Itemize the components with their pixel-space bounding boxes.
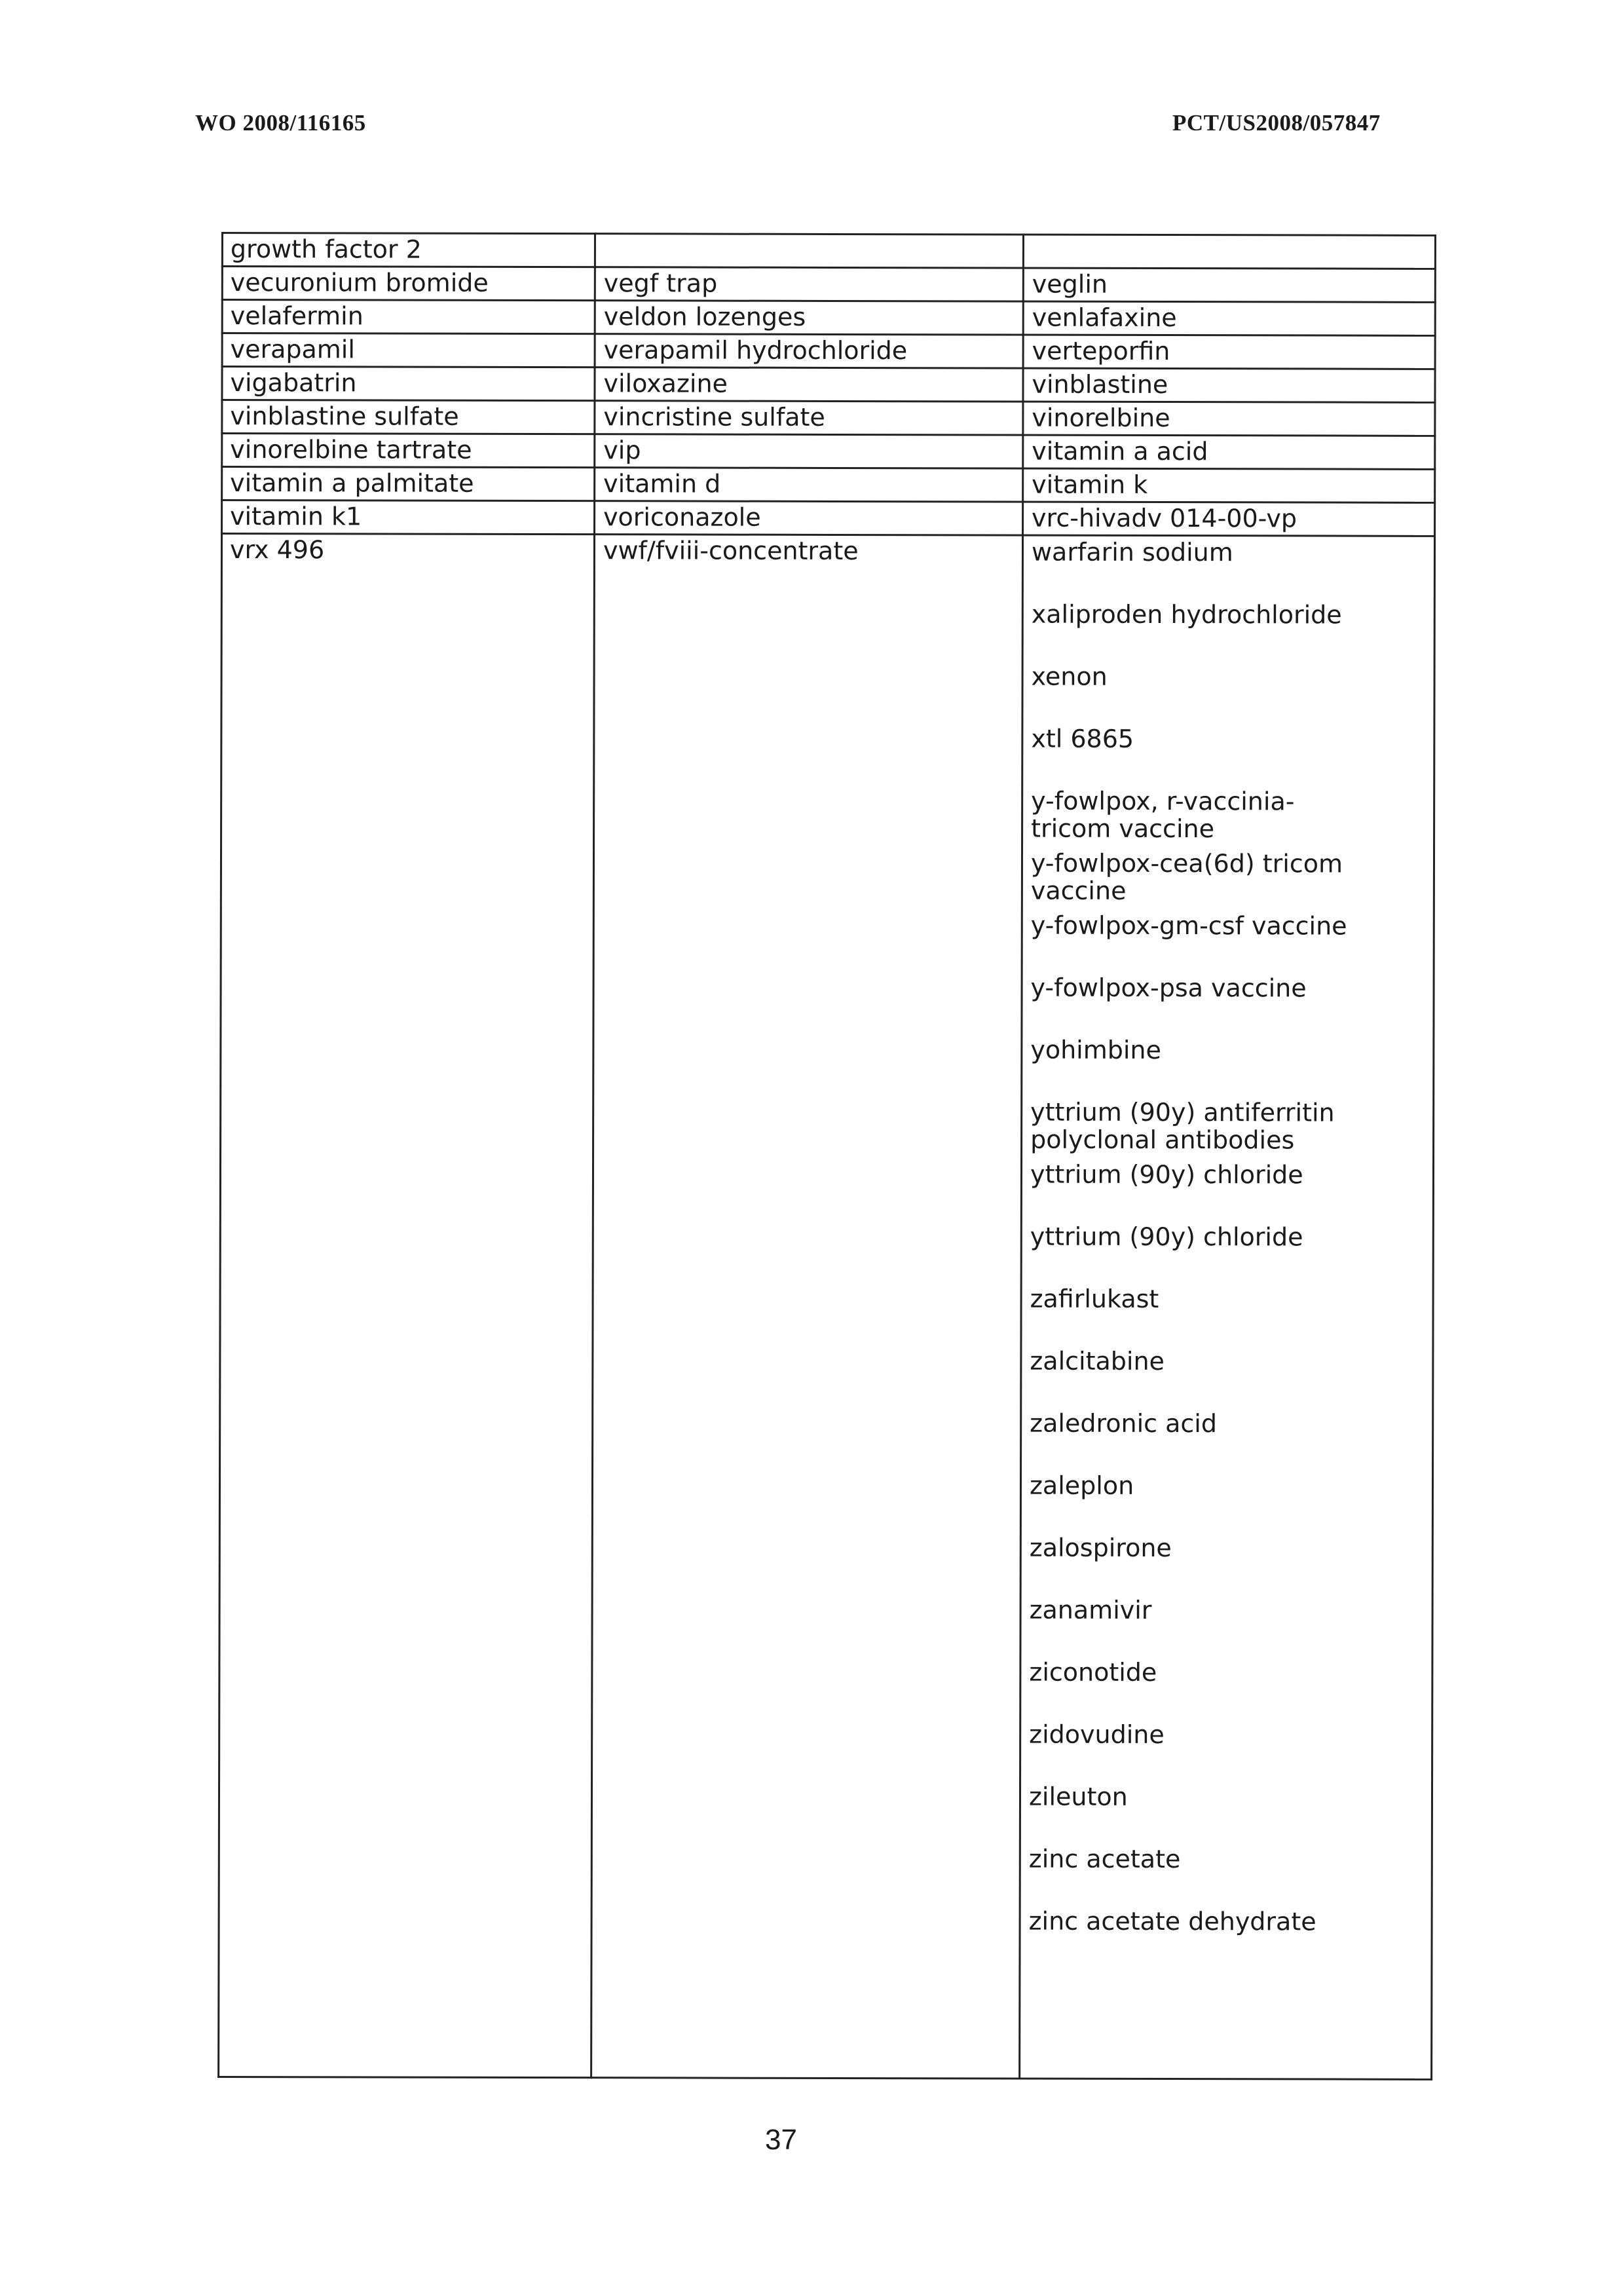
table-cell: vinorelbine tartrate: [230, 435, 472, 464]
list-item: warfarin sodium: [1031, 537, 1233, 567]
list-item: zileuton: [1028, 1782, 1128, 1811]
table-cell: vegf trap: [603, 269, 718, 298]
list-item: ziconotide: [1029, 1657, 1157, 1687]
table-cell: veglin: [1032, 269, 1108, 299]
list-item: xenon: [1031, 662, 1108, 691]
application-number: PCT/US2008/057847: [1172, 110, 1381, 136]
table-column-a: [217, 232, 595, 2079]
list-item: yohimbine: [1030, 1035, 1161, 1065]
table-cell: [1023, 237, 1436, 238]
list-item: y-fowlpox-cea(6d) tricom vaccine: [1030, 848, 1343, 905]
table-cell: vecuronium bromide: [230, 268, 489, 297]
table-cell: vinorelbine: [1032, 403, 1170, 433]
table-cell: vrx 496: [229, 535, 325, 565]
list-item: zalcitabine: [1030, 1346, 1165, 1376]
table-cell: velafermin: [230, 301, 364, 331]
table-cell: voriconazole: [603, 502, 761, 532]
table-cell: viloxazine: [603, 369, 728, 398]
list-item: zinc acetate dehydrate: [1028, 1906, 1316, 1936]
table-cell: vitamin k: [1032, 470, 1148, 499]
list-item: yttrium (90y) chloride: [1030, 1159, 1303, 1190]
table-cell: verapamil: [230, 335, 355, 364]
list-item: yttrium (90y) antiferritin polyclonal antibodies: [1030, 1097, 1335, 1155]
table-cell: vincristine sulfate: [603, 402, 825, 432]
table-cell: growth factor 2: [230, 235, 422, 264]
table-cell: verteporfin: [1032, 336, 1170, 366]
table-cell: vip: [603, 436, 641, 465]
table-column-c: [1019, 234, 1436, 2080]
list-item: zanamivir: [1029, 1595, 1152, 1625]
list-item: y-fowlpox, r-vaccinia- tricom vaccine: [1031, 786, 1295, 844]
publication-number: WO 2008/116165: [195, 110, 366, 136]
list-item: xaliproden hydrochloride: [1031, 599, 1342, 630]
list-item: zafirlukast: [1030, 1284, 1159, 1314]
table-cell: veldon lozenges: [603, 302, 806, 331]
drug-table: [217, 232, 1436, 2080]
list-item: yttrium (90y) chloride: [1030, 1222, 1303, 1252]
table-cell: vitamin d: [603, 469, 721, 499]
table-cell: vitamin k1: [230, 502, 362, 531]
list-item: zidovudine: [1029, 1720, 1165, 1750]
table-cell: vrc-hivadv 014-00-vp: [1032, 503, 1297, 533]
table-cell: vwf/fviii-concentrate: [603, 536, 859, 566]
table-cell: vigabatrin: [230, 368, 357, 398]
list-item: zaleplon: [1029, 1471, 1134, 1500]
list-item: xtl 6865: [1031, 724, 1134, 753]
page-number: 37: [765, 2124, 797, 2156]
table-cell: venlafaxine: [1032, 303, 1177, 333]
table-cell: verapamil hydrochloride: [603, 335, 908, 366]
table-cell: vinblastine sulfate: [230, 402, 459, 431]
table-cell: vitamin a palmitate: [230, 468, 474, 498]
list-item: zalospirone: [1029, 1533, 1172, 1563]
list-item: zaledronic acid: [1030, 1408, 1218, 1439]
table-column-b: [591, 233, 1023, 2079]
table-cell: vinblastine: [1032, 369, 1168, 400]
table-cell: vitamin a acid: [1032, 436, 1208, 466]
list-item: y-fowlpox-psa vaccine: [1030, 973, 1307, 1003]
list-item: y-fowlpox-gm-csf vaccine: [1030, 911, 1347, 941]
list-item: zinc acetate: [1028, 1844, 1181, 1874]
